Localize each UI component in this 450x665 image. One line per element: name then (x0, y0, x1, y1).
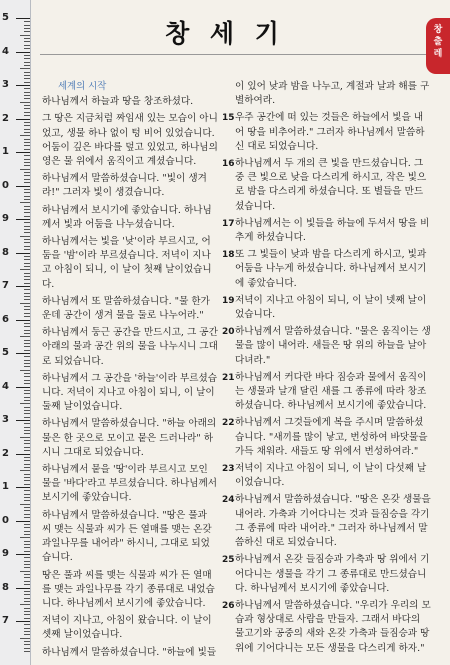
ruler-tick (24, 440, 30, 441)
verse (42, 204, 218, 232)
ruler-number: 7 (2, 615, 9, 626)
ruler-tick (24, 567, 30, 568)
verse-number: 15 (222, 113, 235, 124)
ruler-tick (20, 504, 30, 505)
ruler-number: 8 (2, 581, 9, 593)
ruler-tick (24, 450, 30, 451)
ruler-tick (16, 286, 30, 287)
ruler-tick (24, 517, 30, 518)
ruler-tick (24, 115, 30, 116)
ruler-tick (24, 614, 30, 615)
ruler-tick (24, 226, 30, 227)
ruler-tick (24, 427, 30, 428)
ruler-tick (24, 467, 30, 468)
verse-text: 하나님께서 말씀하셨습니다. "하늘 아래의 물은 한 곳으로 모이고 뭍은 드러나라" 하시니 그대로 되었습니다. (42, 418, 217, 458)
ruler-tick (24, 179, 30, 180)
verse-text: 하나님께서 하늘과 땅을 창조하셨다. (42, 96, 194, 108)
ruler-tick (24, 628, 30, 629)
ruler-number: 1 (2, 481, 9, 492)
ruler-tick (24, 380, 30, 381)
ruler-tick (24, 108, 30, 109)
verse-text: 하나님께서 커다란 바다 짐승과 물에서 움직이는 생물과 날개 달린 새를 그 종류에 따라 창조하셨습니다. 하나님께서 보시기에 좋았습니다. (235, 371, 427, 412)
ruler-tick (24, 189, 30, 190)
verse-text: 하나님께서 뭍을 '땅'이라 부르시고 모인 물을 '바다'라고 부르셨습니다. 하나님께서 보시기에 좋았습니다. (42, 464, 218, 504)
ruler-tick (24, 393, 30, 394)
ruler-tick (20, 336, 30, 337)
ruler-tick (20, 269, 30, 270)
verse-number: 25 (222, 555, 235, 566)
ruler-tick (24, 266, 30, 267)
ruler-tick (24, 58, 30, 59)
tab-label-1: 창 (433, 25, 443, 35)
ruler-tick (24, 531, 30, 532)
ruler-number: 8 (2, 246, 9, 258)
verse-text: 하나님께서 말씀하셨습니다. "물은 움직이는 생물을 많이 내어라. 새들은 땅 위의 하늘을 날아다녀라." (235, 326, 431, 366)
ruler-tick (24, 417, 30, 418)
ruler-tick (24, 574, 30, 575)
ruler-tick (24, 296, 30, 297)
ruler-tick (24, 591, 30, 592)
verse-text: 하나님께서 또 말씀하셨습니다. "물 한가운데 공간이 생겨 물을 둘로 나누어라." (42, 295, 210, 322)
ruler-tick (24, 299, 30, 300)
ruler-tick (24, 172, 30, 173)
ruler-tick (24, 149, 30, 150)
ruler-tick (24, 159, 30, 160)
ruler-tick (24, 407, 30, 408)
ruler-tick (20, 470, 30, 471)
ruler-tick (24, 145, 30, 146)
ruler-tick (24, 500, 30, 501)
verse-text: 저녁이 지나고 아침이 되니, 이 날이 넷째 날이었습니다. (235, 294, 427, 321)
verse-text: 하나님께서 말씀하셨습니다. "빛이 생겨라!" 그러자 빛이 생겼습니다. (42, 173, 207, 199)
ruler-tick (24, 457, 30, 458)
ruler-tick (24, 212, 30, 213)
ruler-number: 1 (2, 146, 9, 157)
verse-text: 하나님께서는 빛을 '낮'이라 부르시고, 어둠을 '밤'이라 부르셨습니다. 저녁이 지나고 아침이 되니, 이 날이 첫째 날이었습니다. (42, 236, 212, 290)
ruler-tick (24, 92, 30, 93)
ruler-tick (24, 507, 30, 508)
ruler-tick (24, 410, 30, 411)
ruler-tick (24, 256, 30, 257)
ruler-tick (20, 537, 30, 538)
ruler-number: 3 (2, 79, 9, 90)
ruler-tick (24, 598, 30, 599)
ruler-number: 2 (2, 447, 9, 459)
right-text-column (222, 80, 432, 659)
ruler-tick (16, 353, 30, 354)
left-text-column (42, 80, 218, 663)
ruler-tick (24, 544, 30, 545)
ruler-tick (20, 403, 30, 404)
verse (222, 248, 432, 291)
verse-text: 또 그 빛들이 낮과 밤을 다스리게 하시고, 빛과 어둠을 나누게 하셨습니다. 하나님께서 보시기에 좋았습니다. (235, 249, 427, 289)
ruler-tick (24, 75, 30, 76)
ruler-number: 4 (2, 45, 9, 57)
ruler-tick (24, 547, 30, 548)
ruler-tick (24, 366, 30, 367)
ruler-tick (16, 487, 30, 488)
ruler-tick (24, 95, 30, 96)
ruler-tick (24, 65, 30, 66)
ruler-tick (24, 551, 30, 552)
ruler-tick (24, 259, 30, 260)
verse-text: 우주 공간에 떠 있는 것들은 하늘에서 빛을 내어 땅을 비추어라." 그러자 하나님께서 말씀하신 대로 되었습니다. (235, 112, 425, 152)
verse (222, 416, 432, 459)
ruler-tick (24, 132, 30, 133)
ruler-tick (24, 423, 30, 424)
ruler-tick (24, 122, 30, 123)
ruler-tick (24, 246, 30, 247)
ruler-tick (24, 561, 30, 562)
verse (222, 599, 432, 656)
ruler-tick (16, 621, 30, 622)
ruler-tick (20, 236, 30, 237)
ruler-tick (20, 169, 30, 170)
book-title: 창 세 기 (165, 19, 285, 48)
ruler-tick (24, 209, 30, 210)
verse (222, 325, 432, 368)
ruler-tick (24, 611, 30, 612)
ruler-tick (24, 142, 30, 143)
ruler-tick (24, 330, 30, 331)
ruler-tick (24, 510, 30, 511)
ruler-tick (16, 186, 30, 187)
ruler-tick (24, 494, 30, 495)
ruler-tick (24, 601, 30, 602)
ruler-tick (24, 577, 30, 578)
ruler-tick (24, 182, 30, 183)
verse-text: 하나님께서 그것들에게 복을 주시며 말씀하셨습니다. "새끼를 많이 낳고, 번성하여 바닷물을 가득 채워라. 새들도 땅 위에서 번성하여라." (235, 417, 428, 457)
ruler-tick (24, 232, 30, 233)
ruler-tick (24, 430, 30, 431)
verse-number: 26 (222, 600, 235, 611)
verse (222, 294, 432, 322)
ruler-number: 9 (2, 548, 9, 559)
ruler-tick (24, 125, 30, 126)
ruler-tick (16, 588, 30, 589)
verse (42, 295, 218, 323)
verse-text: 하나님께서 말씀하셨습니다. "우리가 우리의 모습과 형상대로 사람을 만들자. 그래서 바다의 물고기와 공중의 새와 온갖 가축과 들짐승과 땅 위에 기어다니는 모든 생물을 다스리게 하자." (235, 599, 431, 654)
verse-number: 20 (222, 327, 235, 338)
ruler-tick (24, 323, 30, 324)
verse-number: 19 (222, 295, 235, 306)
ruler-tick (24, 618, 30, 619)
verse (42, 569, 218, 612)
ruler-tick (24, 343, 30, 344)
verse (42, 172, 218, 200)
tab-label-3: 레 (433, 49, 443, 59)
ruler-number: 5 (2, 12, 9, 23)
ruler-tick (24, 273, 30, 274)
verse (222, 462, 432, 490)
ruler-tick (24, 206, 30, 207)
ruler-number: 7 (2, 280, 9, 291)
ruler-tick (24, 524, 30, 525)
ruler-tick (24, 88, 30, 89)
ruler-tick (24, 624, 30, 625)
ruler-tick (24, 242, 30, 243)
ruler-tick (24, 390, 30, 391)
verse (42, 417, 218, 460)
ruler-tick (24, 326, 30, 327)
verse-text: 하나님께서 말씀하셨습니다. "땅은 온갖 생물을 내어라. 가축과 기어다니는 것과 들짐승을 각기 그 종류에 따라 내어라." 그러자 하나님께서 말씀하신 대로 되었습니다. (235, 494, 431, 549)
ruler-tick (20, 135, 30, 136)
ruler-tick (24, 309, 30, 310)
ruler-tick (24, 196, 30, 197)
ruler-tick (24, 283, 30, 284)
verse-text: 하나님께서 그 공간을 '하늘'이라 부르셨습니다. 저녁이 지나고 아침이 되니, 이 날이 둘째 날이었습니다. (42, 372, 218, 413)
ruler-tick (24, 564, 30, 565)
ruler-tick (24, 433, 30, 434)
section-heading: 세계의 시작 (58, 81, 107, 92)
ruler-tick (24, 165, 30, 166)
ruler-tick (24, 350, 30, 351)
ruler-tick (24, 363, 30, 364)
ruler-tick (24, 162, 30, 163)
ruler-tick (24, 484, 30, 485)
ruler-tick (16, 219, 30, 220)
verse-text: 하나님께서는 이 빛들을 하늘에 두셔서 땅을 비추게 하셨습니다. (235, 217, 430, 244)
ruler-tick (24, 373, 30, 374)
verse-text: 하나님께서 말씀하셨습니다. "땅은 풀과 씨 맺는 식물과 씨가 든 열매를 맺는 온갖 과일나무를 내어라" 하시니, 그대로 되었습니다. (42, 509, 212, 564)
ruler-tick (24, 72, 30, 73)
verse (222, 493, 432, 550)
ruler-tick (24, 397, 30, 398)
ruler-tick (24, 490, 30, 491)
ruler-number: 5 (2, 347, 9, 358)
ruler-tick (24, 346, 30, 347)
tab-label-2: 출 (433, 37, 443, 47)
verse-number: 23 (222, 464, 235, 475)
ruler-tick (24, 534, 30, 535)
ruler-tick (20, 437, 30, 438)
verse-text: 하나님께서 두 개의 큰 빛을 만드셨습니다. 그 중 큰 빛으로 낮을 다스리게 하시고, 작은 빛으로 밤을 다스리게 하셨습니다. 또 별들을 만드셨습니다. (235, 158, 427, 212)
verse-text: 하나님께서 온갖 들짐승과 가축과 땅 위에서 기어다니는 생물을 각기 그 종류대로 만드셨습니다. 하나님께서 보시기에 좋았습니다. (235, 554, 430, 594)
ruler-tick (24, 376, 30, 377)
ruler-tick (24, 155, 30, 156)
verse (42, 95, 218, 109)
ruler-tick (24, 584, 30, 585)
ruler-tick (24, 356, 30, 357)
ruler-tick (24, 313, 30, 314)
ruler-tick (24, 514, 30, 515)
ruler-tick (24, 447, 30, 448)
verse (222, 111, 432, 154)
ruler-tick (24, 641, 30, 642)
ruler-tick (16, 521, 30, 522)
ruler-tick (24, 527, 30, 528)
ruler-tick (24, 581, 30, 582)
verse-number: 24 (222, 495, 235, 506)
ruler-tick (24, 557, 30, 558)
ruler-tick (20, 638, 30, 639)
verse-text: 저녁이 지나고, 아침이 왔습니다. 이 날이 셋째 날이었습니다. (42, 615, 212, 641)
ruler-tick (20, 68, 30, 69)
ruler-tick (24, 82, 30, 83)
book-index-tab (426, 18, 450, 74)
verse (42, 614, 218, 642)
ruler-tick (24, 129, 30, 130)
ruler-tick (24, 400, 30, 401)
verse (222, 371, 432, 414)
verse-number: 18 (222, 250, 235, 261)
ruler-tick (16, 119, 30, 120)
ruler-number: 3 (2, 414, 9, 425)
verse (222, 217, 432, 245)
ruler-tick (24, 192, 30, 193)
ruler-tick (24, 608, 30, 609)
ruler-tick (24, 279, 30, 280)
verse (42, 509, 218, 566)
verse (222, 80, 432, 108)
ruler-tick (24, 112, 30, 113)
ruler-tick (24, 651, 30, 652)
ruler-tick (20, 370, 30, 371)
ruler-tick (24, 333, 30, 334)
ruler-number: 2 (2, 112, 9, 124)
ruler-tick (20, 604, 30, 605)
ruler-tick (24, 316, 30, 317)
ruler-tick (24, 340, 30, 341)
verse (42, 372, 218, 415)
ruler-tick (16, 420, 30, 421)
ruler-tick (24, 62, 30, 63)
ruler-tick (24, 222, 30, 223)
ruler-tick (16, 454, 30, 455)
verse (42, 326, 218, 369)
ruler-tick (20, 571, 30, 572)
ruler-tick (24, 413, 30, 414)
ruler-tick (20, 102, 30, 103)
ruler-tick (16, 52, 30, 53)
ruler-tick (24, 249, 30, 250)
verse-number: 21 (222, 372, 235, 383)
ruler-tick (24, 634, 30, 635)
ruler-tick (24, 139, 30, 140)
ruler-tick (24, 199, 30, 200)
ruler-tick (24, 648, 30, 649)
verse (42, 463, 218, 506)
ruler-tick (24, 360, 30, 361)
ruler-tick (16, 387, 30, 388)
ruler-tick (24, 443, 30, 444)
ruler-tick (16, 253, 30, 254)
verse-number: 22 (222, 418, 235, 429)
ruler-tick (24, 594, 30, 595)
ruler-number: 0 (2, 179, 9, 191)
ruler-tick (16, 320, 30, 321)
ruler-tick (24, 477, 30, 478)
header-divider (40, 54, 432, 55)
ruler-tick (24, 263, 30, 264)
verse (42, 112, 218, 169)
verse-text: 그 땅은 지금처럼 짜임새 있는 모습이 아니었고, 생물 하나 없이 텅 비어 있었습니다. 어둠이 깊은 바다를 덮고 있었고, 하나님의 영은 물 위에서 움직이고 계셨습니다. (42, 113, 218, 168)
verse-text: 하나님께서 말씀하셨습니다. "하늘에 빛들 (42, 646, 217, 658)
ruler-tick (24, 105, 30, 106)
ruler-tick (24, 644, 30, 645)
ruler-tick (24, 229, 30, 230)
ruler-tick (24, 464, 30, 465)
verse (42, 646, 218, 660)
verse-number (222, 80, 235, 108)
verse (222, 553, 432, 596)
ruler-tick (24, 175, 30, 176)
ruler-tick (24, 541, 30, 542)
ruler-tick (24, 78, 30, 79)
ruler-number: 0 (2, 514, 9, 526)
ruler-number: 4 (2, 380, 9, 392)
ruler-tick (24, 460, 30, 461)
ruler-tick (24, 293, 30, 294)
verse-text: 하나님께서 보시기에 좋았습니다. 하나님께서 빛과 어둠을 나누셨습니다. (42, 204, 212, 230)
ruler-tick (20, 303, 30, 304)
verse-text: 저녁이 지나고 아침이 되니, 이 날이 다섯째 날이었습니다. (235, 463, 427, 489)
ruler-tick (24, 276, 30, 277)
ruler-tick (24, 497, 30, 498)
ruler-tick (16, 554, 30, 555)
ruler-tick (24, 216, 30, 217)
ruler-tick (16, 152, 30, 153)
ruler-tick (16, 85, 30, 86)
ruler-tick (20, 202, 30, 203)
ruler-number: 9 (2, 213, 9, 224)
verse-number: 16 (222, 159, 235, 170)
ruler-tick (24, 239, 30, 240)
verse-text: 하나님께서 둥근 공간을 만드시고, 그 공간 아래의 물과 공간 위의 물을 나누시니 그대로 되었습니다. (42, 327, 218, 367)
verse-text: 이 있어 낮과 밤을 나누고, 계절과 날과 해를 구별하여라. (235, 81, 430, 107)
ruler-tick (24, 474, 30, 475)
measuring-ruler (0, 0, 31, 665)
ruler-tick (24, 306, 30, 307)
verse-text: 땅은 풀과 씨를 맺는 식물과 씨가 든 열매를 맺는 과일나무를 각기 종류대로 내었습니다. 하나님께서 보시기에 좋았습니다. (42, 569, 215, 609)
ruler-tick (24, 383, 30, 384)
ruler-tick (24, 480, 30, 481)
ruler-tick (24, 55, 30, 56)
ruler-tick (24, 98, 30, 99)
verse-number: 17 (222, 218, 235, 229)
verse (222, 157, 432, 214)
ruler-number: 6 (2, 313, 9, 325)
ruler-tick (24, 289, 30, 290)
ruler-tick (24, 631, 30, 632)
verse (42, 235, 218, 292)
